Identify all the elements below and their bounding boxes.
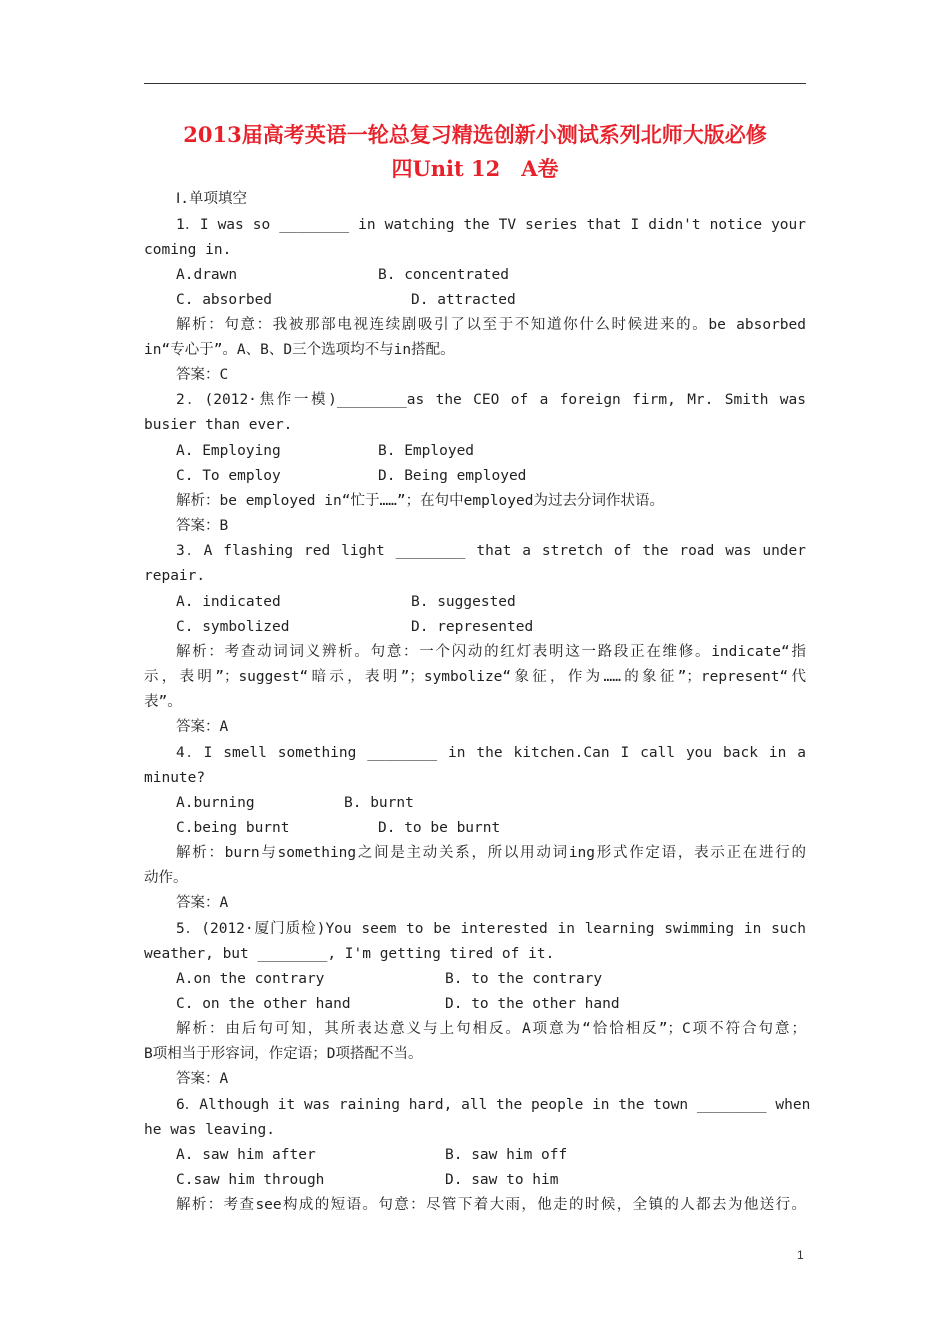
question-3-stem-line-2: repair. (144, 568, 206, 584)
question-5-analysis-line-1: 解析：由后句可知，其所表达意义与上句相反。A项意为“恰恰相反”；C项不符合句意； (176, 1021, 806, 1037)
question-6-stem-line-1: 6．Although it was raining hard, all the people in the town ________ when (176, 1097, 811, 1113)
question-3-analysis-line-1: 解析：考查动词词义辨析。句意：一个闪动的红灯表明这一路段正在维修。indicate“指 (176, 644, 806, 660)
question-2-stem-line-2: busier than ever. (144, 417, 293, 433)
question-1-stem-line-2: coming in. (144, 242, 232, 258)
question-4-stem-line-1: 4．I smell something ________ in the kitchen.Can I call you back in a (176, 745, 806, 761)
question-5-option-c: C. on the other hand (176, 996, 351, 1012)
question-2-answer: 答案：B (176, 518, 229, 534)
question-5-option-a: A.on the contrary (176, 971, 325, 987)
question-6-option-b: B. saw him off (445, 1147, 568, 1163)
question-1-option-d: D. attracted (411, 292, 516, 308)
page-number: 1 (797, 1248, 804, 1262)
document-title-line-1: 2013届高考英语一轮总复习精选创新小测试系列北师大版必修 (183, 122, 767, 147)
question-3-analysis-line-3: 表”。 (144, 694, 182, 710)
question-4-analysis-line-1: 解析：burn与something之间是主动关系，所以用动词ing形式作定语，表示正在进行的 (176, 845, 806, 861)
question-4-option-b: B. burnt (344, 795, 414, 811)
question-3-option-c: C. symbolized (176, 619, 290, 635)
question-5-analysis-line-2: B项相当于形容词，作定语；D项搭配不当。 (144, 1046, 423, 1062)
question-1-answer: 答案：C (176, 367, 229, 383)
question-5-stem-line-1: 5．(2012·厦门质检)You seem to be interested in learning swimming in such (176, 921, 806, 937)
question-3-option-d: D. represented (411, 619, 534, 635)
question-6-option-d: D. saw to him (445, 1172, 559, 1188)
question-2-option-c: C. To employ (176, 468, 281, 484)
question-4-analysis-line-2: 动作。 (144, 870, 188, 886)
question-1-analysis-line-1: 解析：句意：我被那部电视连续剧吸引了以至于不知道你什么时候进来的。be absorbed (176, 317, 806, 333)
question-1-stem-line-1: 1．I was so ________ in watching the TV series that I didn't notice your (176, 217, 806, 233)
question-5-answer: 答案：A (176, 1071, 229, 1087)
question-1-option-c: C. absorbed (176, 292, 273, 308)
question-6-stem-line-2: he was leaving. (144, 1122, 275, 1138)
question-6-option-a: A. saw him after (176, 1147, 316, 1163)
question-5-option-d: D. to the other hand (445, 996, 620, 1012)
question-3-answer: 答案：A (176, 719, 229, 735)
document-title-line-2: 四Unit 12 A卷 (391, 156, 559, 181)
question-4-stem-line-2: minute? (144, 770, 206, 786)
question-1-analysis-line-2: in“专心于”。A、B、D三个选项均不与in搭配。 (144, 342, 455, 358)
question-1-option-a: A.drawn (176, 267, 238, 283)
question-1-option-b: B. concentrated (378, 267, 509, 283)
question-3-option-a: A. indicated (176, 594, 281, 610)
question-4-option-a: A.burning (176, 795, 255, 811)
question-2-analysis-line-1: 解析：be employed in“忙于……”；在句中employed为过去分词作状语。 (176, 493, 664, 509)
question-5-option-b: B. to the contrary (445, 971, 603, 987)
question-2-option-d: D. Being employed (378, 468, 527, 484)
section-heading: Ⅰ.单项填空 (176, 191, 248, 207)
question-3-analysis-line-2: 示，表明”；suggest“暗示，表明”；symbolize“象征，作为……的象征”；represent“代 (144, 669, 806, 685)
question-2-stem-line-1: 2．(2012·焦作一模)________as the CEO of a foreign firm, Mr. Smith was (176, 392, 806, 408)
question-3-option-b: B. suggested (411, 594, 516, 610)
question-6-option-c: C.saw him through (176, 1172, 325, 1188)
question-4-option-c: C.being burnt (176, 820, 290, 836)
question-2-option-b: B. Employed (378, 443, 475, 459)
question-3-stem-line-1: 3．A flashing red light ________ that a stretch of the road was under (176, 543, 806, 559)
question-4-option-d: D. to be burnt (378, 820, 501, 836)
question-5-stem-line-2: weather, but ________, I'm getting tired of it. (144, 946, 555, 962)
question-4-answer: 答案：A (176, 895, 229, 911)
question-2-option-a: A. Employing (176, 443, 281, 459)
question-6-analysis-line-1: 解析：考查see构成的短语。句意：尽管下着大雨，他走的时候，全镇的人都去为他送行。 (176, 1197, 806, 1213)
header-rule (144, 83, 806, 84)
